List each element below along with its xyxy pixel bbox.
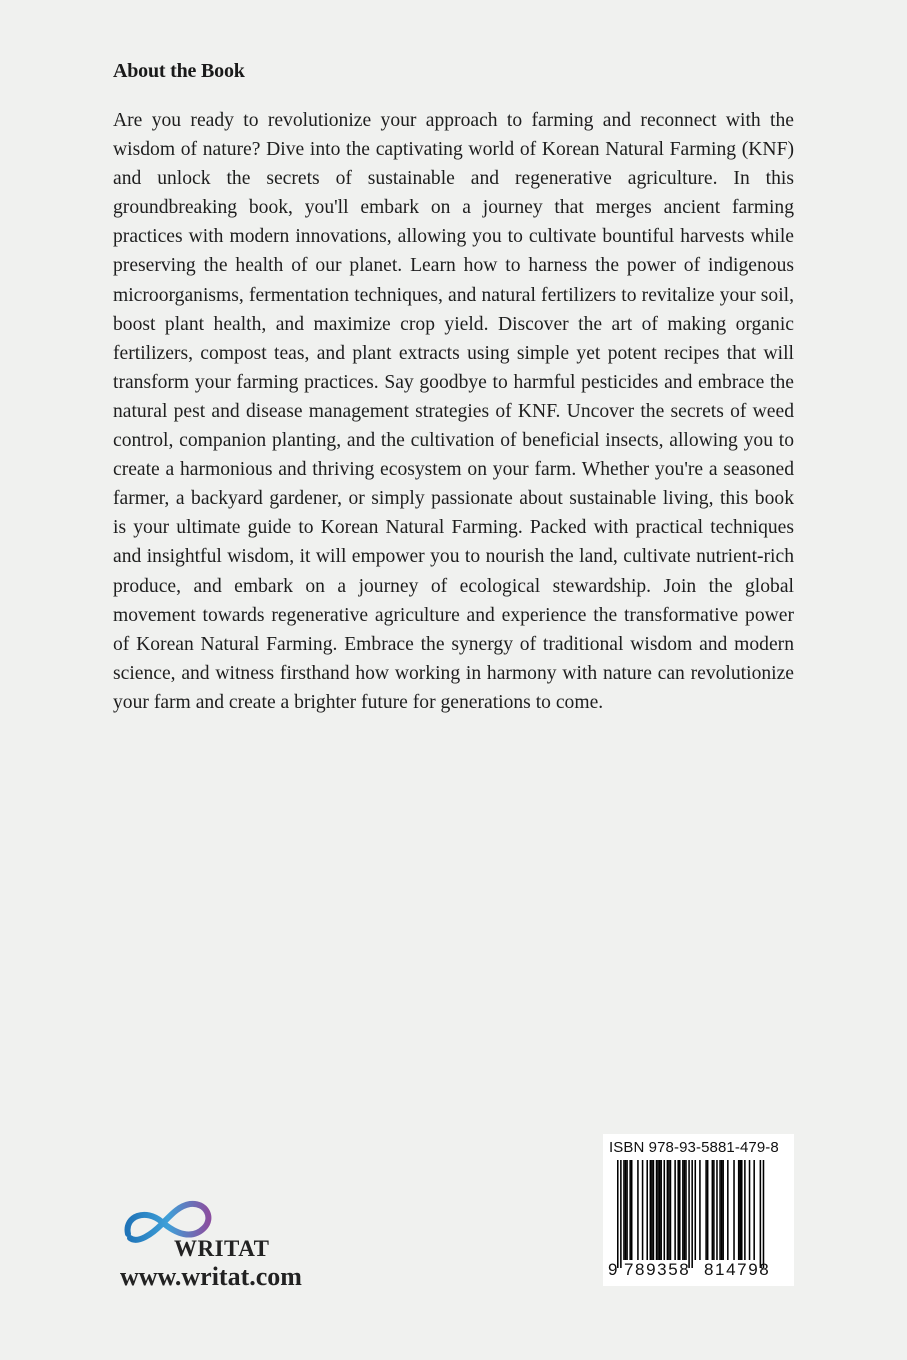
- barcode-bar: [653, 1160, 655, 1260]
- isbn-barcode: [603, 1134, 794, 1286]
- barcode-bar: [716, 1160, 718, 1260]
- barcode-bar: [691, 1160, 693, 1268]
- barcode-bar: [670, 1160, 672, 1260]
- barcode-bar: [713, 1160, 715, 1260]
- barcode-bar: [753, 1160, 755, 1260]
- barcode-bar: [660, 1160, 662, 1260]
- section-heading: About the Book: [113, 60, 245, 82]
- barcode-bar: [623, 1160, 625, 1260]
- barcode-digits-right: 814798: [704, 1260, 771, 1279]
- barcode-bar: [733, 1160, 735, 1260]
- publisher-website: www.writat.com: [120, 1262, 302, 1291]
- barcode-bar: [688, 1160, 690, 1268]
- publisher-name: WRITAT: [174, 1236, 270, 1261]
- barcode-bar: [677, 1160, 679, 1260]
- isbn-label: ISBN 978-93-5881-479-8: [609, 1139, 779, 1156]
- barcode-digit-first: 9: [608, 1260, 618, 1279]
- barcode-digits-left: 789358: [624, 1260, 691, 1279]
- barcode-bar: [685, 1160, 687, 1260]
- barcode-bar: [631, 1160, 633, 1260]
- barcode-bar: [682, 1160, 684, 1260]
- barcode-bar: [695, 1160, 697, 1260]
- barcode-bar: [739, 1160, 741, 1260]
- barcode-bar: [629, 1160, 631, 1260]
- barcode-bar: [620, 1160, 622, 1268]
- barcode-bar: [684, 1160, 686, 1260]
- barcode-bar: [657, 1160, 659, 1260]
- barcode-bar: [679, 1160, 681, 1260]
- barcode-bars: [617, 1160, 783, 1270]
- barcode-bar: [626, 1160, 628, 1260]
- barcode-bar: [674, 1160, 676, 1260]
- barcode-bar: [651, 1160, 653, 1260]
- barcode-bar: [659, 1160, 661, 1260]
- barcode-bar: [625, 1160, 627, 1260]
- barcode-bar: [744, 1160, 746, 1260]
- barcode-bar: [705, 1160, 707, 1260]
- barcode-bar: [637, 1160, 639, 1260]
- barcode-bar: [763, 1160, 765, 1268]
- publisher-logo: [120, 1194, 330, 1294]
- barcode-bar: [646, 1160, 648, 1260]
- barcode-bar: [719, 1160, 721, 1260]
- barcode-bar: [749, 1160, 751, 1260]
- barcode-bar: [712, 1160, 714, 1260]
- barcode-bar: [721, 1160, 723, 1260]
- barcode-bar: [642, 1160, 644, 1260]
- barcode-bar: [656, 1160, 658, 1260]
- barcode-bar: [650, 1160, 652, 1260]
- barcode-bar: [707, 1160, 709, 1260]
- barcode-bar: [699, 1160, 701, 1260]
- barcode-bar: [738, 1160, 740, 1260]
- barcode-bar: [617, 1160, 619, 1268]
- barcode-bar: [741, 1160, 743, 1260]
- barcode-bar: [667, 1160, 669, 1260]
- book-description: Are you ready to revolutionize your approach to farming and reconnect with the wisdom of nature? Dive into the captivating world of Korean Natural Farming (KNF) and unlock the secrets of sustainable and regenerative agriculture. In this groundbreaking book, you'll embark on a journey that merges ancient farming practices with modern innovations, allowing you to cultivate bountiful harvests while preserving the health of our planet. Learn how to harness the power of indigenous microorganisms, fermentation techniques, and natural fertilizers to revitalize your soil, boost plant health, and maximize crop yield. Discover the art of making organic fertilizers, compost teas, and plant extracts using simple yet potent recipes that will transform your farming practices. Say goodbye to harmful pesticides and embrace the natural pest and disease management strategies of KNF. Uncover the secrets of weed control, companion planting, and the cultivation of beneficial insects, allowing you to create a harmonious and thriving ecosystem on your farm. Whether you're a seasoned farmer, a backyard gardener, or simply passionate about sustainable living, this book is your ultimate guide to Korean Natural Farming. Packed with practical techniques and insightful wisdom, it will empower you to nourish the land, cultivate nutrient-rich produce, and embark on a journey of ecological stewardship. Join the global movement towards regenerative agriculture and experience the transformative power of Korean Natural Farming. Embrace the synergy of traditional wisdom and modern science, and witness firsthand how working in harmony with nature can revolutionize your farm and create a brighter future for generations to come.: [113, 110, 794, 713]
- barcode-bar: [760, 1160, 762, 1268]
- barcode-bar: [722, 1160, 724, 1260]
- barcode-bar: [664, 1160, 666, 1260]
- barcode-bar: [668, 1160, 670, 1260]
- barcode-bar: [727, 1160, 729, 1260]
